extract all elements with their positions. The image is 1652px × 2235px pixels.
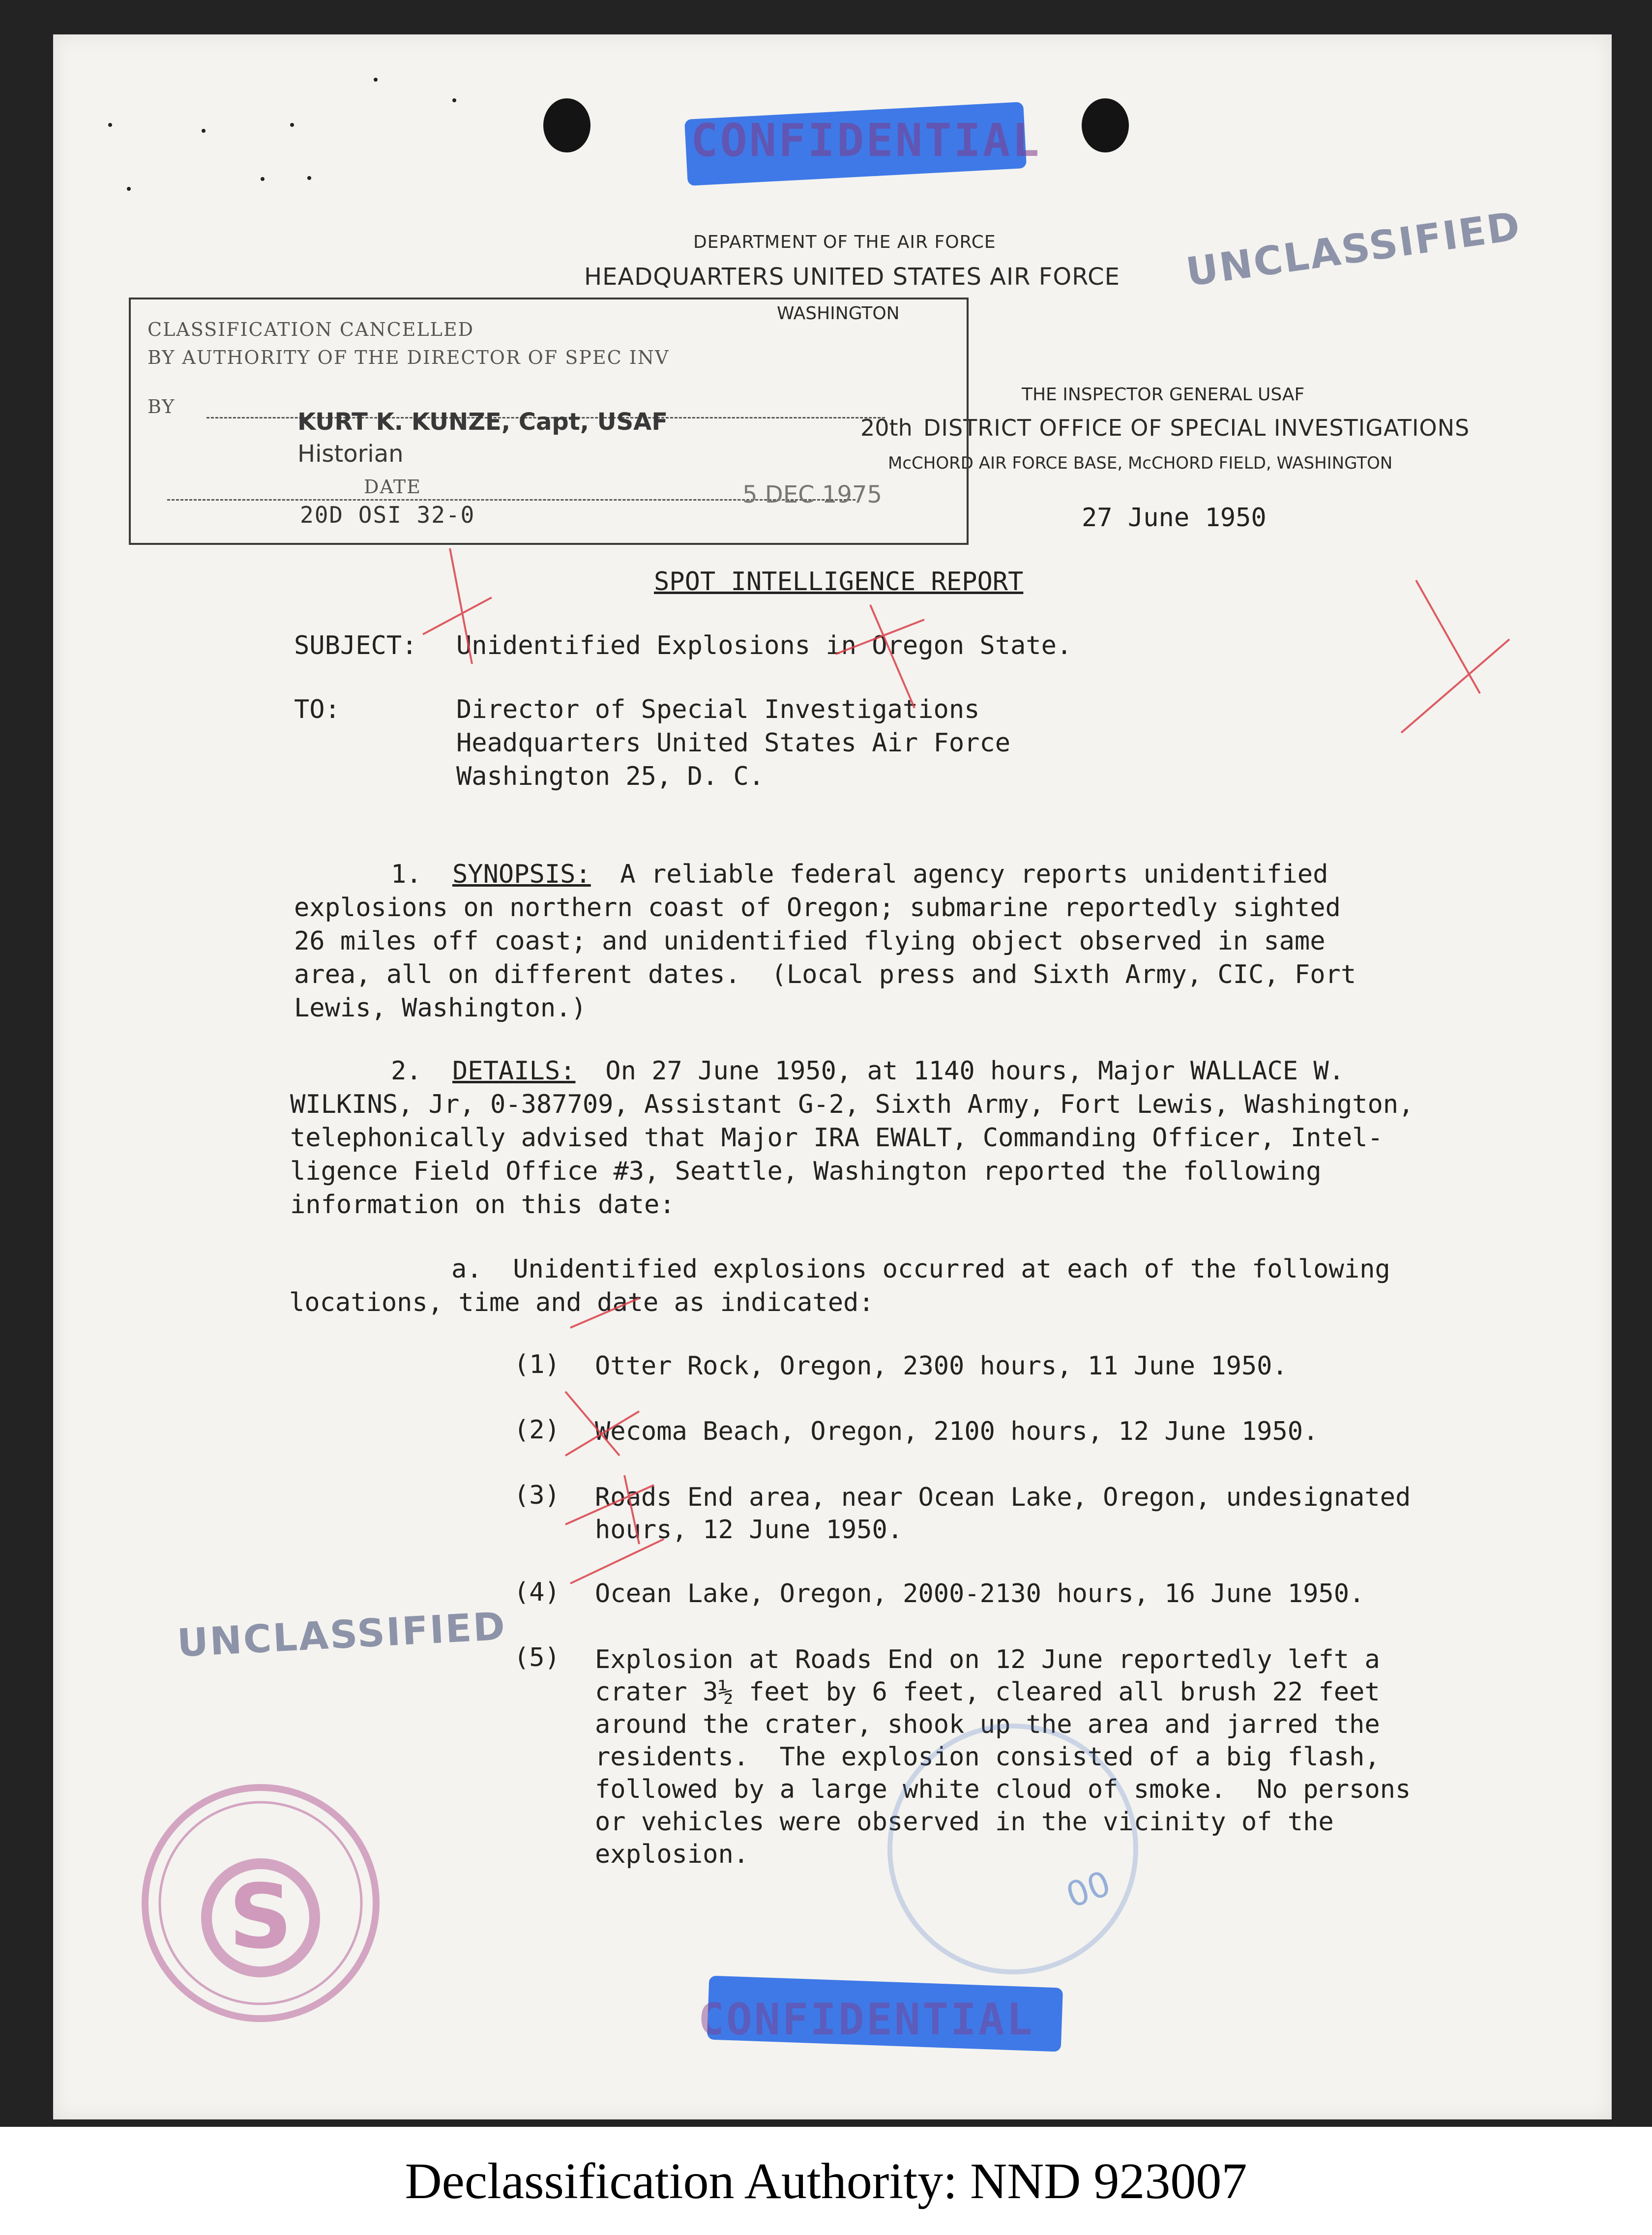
paragraph-2-line: telephonically advised that Major IRA EWALT, Commanding Officer, Intel- (290, 1123, 1383, 1153)
item-line: or vehicles were observed in the vicinity of the (595, 1807, 1334, 1837)
paragraph-1-line: Lewis, Washington.) (294, 993, 587, 1023)
letterhead-district: DISTRICT OFFICE OF SPECIAL INVESTIGATIONS (923, 415, 1470, 441)
classification-date-value: 5 DEC 1975 (742, 481, 883, 508)
paragraph-2-line: WILKINS, Jr, 0-387709, Assistant G-2, Sixth Army, Fort Lewis, Washington, (290, 1090, 1414, 1119)
classification-line-2: BY AUTHORITY OF THE DIRECTOR OF SPEC INV (148, 347, 670, 368)
classification-file-ref: 20D OSI 32-0 (300, 502, 475, 528)
paragraph-1-number: 1. (391, 860, 422, 889)
faint-stamp-mark: 00 (1061, 1863, 1116, 1916)
letterhead-department: DEPARTMENT OF THE AIR FORCE (693, 232, 996, 252)
item-line: followed by a large white cloud of smoke. No persons (595, 1775, 1411, 1804)
paragraph-2-line: information on this date: (290, 1190, 675, 1220)
letterhead-base: McCHORD AIR FORCE BASE, McCHORD FIELD, WASHINGTON (888, 453, 1393, 473)
dust-speck (452, 98, 456, 102)
paragraph-1-heading: SYNOPSIS: (452, 860, 591, 889)
item-number: (4) (514, 1578, 560, 1607)
letterhead-district-prefix: 20th (860, 415, 913, 441)
dust-speck (261, 177, 265, 181)
punch-hole-left (543, 98, 590, 152)
item-line: Ocean Lake, Oregon, 2000-2130 hours, 16 June 1950. (595, 1579, 1365, 1609)
classification-signer-title: Historian (297, 440, 404, 468)
punch-hole-right (1082, 98, 1129, 152)
paragraph-2-number: 2. (391, 1056, 422, 1086)
dust-speck (108, 123, 112, 127)
item-line: residents. The explosion consisted of a big flash, (595, 1742, 1380, 1772)
classification-date-label: DATE (364, 476, 421, 498)
paragraph-1-line: A reliable federal agency reports unidentified (605, 860, 1328, 889)
to-line: Director of Special Investigations (456, 695, 980, 724)
letterhead-headquarters: HEADQUARTERS UNITED STATES AIR FORCE (584, 263, 1120, 291)
declassification-footer: Declassification Authority: NND 923007 (0, 2127, 1652, 2235)
top-confidential-stamp: CONFIDENTIAL (691, 114, 1041, 167)
paragraph-2-line: On 27 June 1950, at 1140 hours, Major WALLACE W. (590, 1056, 1345, 1086)
item-line: Wecoma Beach, Oregon, 2100 hours, 12 June 1950. (595, 1417, 1319, 1446)
item-number: (3) (514, 1481, 560, 1510)
paragraph-2-heading: DETAILS: (452, 1056, 576, 1086)
dust-speck (307, 176, 311, 180)
dust-speck (290, 123, 294, 127)
paragraph-1-line: area, all on different dates. (Local press and Sixth Army, CIC, Fort (294, 960, 1357, 989)
paragraph-1-line: explosions on northern coast of Oregon; submarine reportedly sighted (294, 893, 1341, 923)
item-number: (1) (514, 1350, 560, 1379)
dust-speck (127, 187, 131, 191)
item-line: Roads End area, near Ocean Lake, Oregon, undesignated (595, 1483, 1411, 1512)
item-line: around the crater, shook up the area and jarred the (595, 1710, 1380, 1739)
item-number: (5) (514, 1643, 560, 1672)
classification-line-1: CLASSIFICATION CANCELLED (148, 319, 474, 340)
paragraph-2-line: ligence Field Office #3, Seattle, Washington reported the following (290, 1157, 1322, 1186)
item-number: (2) (514, 1415, 560, 1445)
report-title: SPOT INTELLIGENCE REPORT (654, 567, 1024, 596)
item-line: Explosion at Roads End on 12 June reportedly left a (595, 1645, 1380, 1674)
item-line: hours, 12 June 1950. (595, 1515, 903, 1545)
classification-by-label: BY (148, 396, 176, 417)
subject-text: Unidentified Explosions in Oregon State. (456, 631, 1072, 660)
to-label: TO: (294, 695, 340, 724)
to-line: Headquarters United States Air Force (456, 728, 1011, 758)
s-stamp-letter: S (229, 1866, 293, 1968)
subparagraph-a-line: locations, time and date as indicated: (289, 1288, 874, 1317)
bottom-confidential-stamp: CONFIDENTIAL (698, 1994, 1034, 2045)
unclassified-stamp-side: UNCLASSIFIED (176, 1604, 508, 1666)
classification-signer: KURT K. KUNZE, Capt, USAF (297, 408, 668, 436)
dust-speck (374, 78, 378, 82)
report-date: 27 June 1950 (1082, 503, 1267, 533)
unclassified-stamp-top: UNCLASSIFIED (1183, 203, 1524, 296)
to-line: Washington 25, D. C. (456, 762, 765, 791)
subject-label: SUBJECT: (294, 631, 417, 660)
item-line: crater 3½ feet by 6 feet, cleared all brush 22 feet (595, 1677, 1380, 1707)
subparagraph-a-line: a. Unidentified explosions occurred at each of the following (451, 1254, 1390, 1284)
item-line: explosion. (595, 1840, 749, 1869)
letterhead-city: WASHINGTON (777, 303, 900, 324)
dust-speck (202, 129, 206, 133)
paragraph-1-line: 26 miles off coast; and unidentified flying object observed in same (294, 926, 1326, 956)
item-line: Otter Rock, Oregon, 2300 hours, 11 June 1950. (595, 1351, 1288, 1381)
letterhead-inspector: THE INSPECTOR GENERAL USAF (1022, 385, 1305, 405)
